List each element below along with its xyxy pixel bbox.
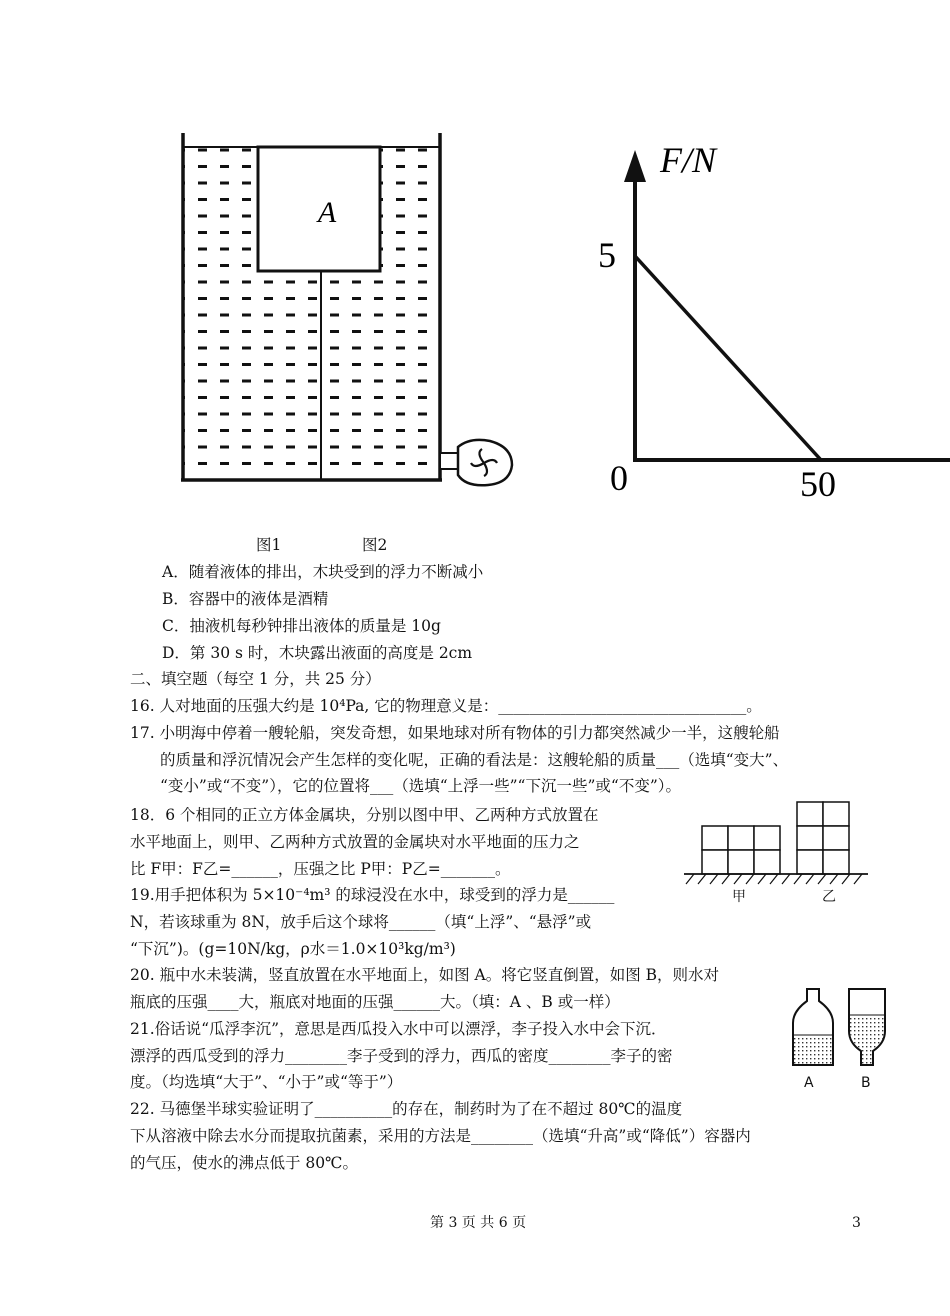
question-21-line-3: 度。（均选填“大于”、“小于”或“等于”） (130, 1073, 403, 1091)
option-b: B．容器中的液体是酒精 (162, 590, 329, 608)
question-18-line-3: 比 F甲：F乙=______，压强之比 P甲：P乙=_______。 (130, 860, 511, 878)
question-22-line-1: 22. 马德堡半球实验证明了__________的存在，制药时为了在不超过 80℃的温度 (130, 1100, 683, 1118)
question-17-line-2: 的质量和浮沉情况会产生怎样的变化呢，正确的看法是：这艘轮船的质量___（选填“变大”、 (160, 751, 789, 769)
question-18-line-2: 水平地面上，则甲、乙两种方式放置的金属块对水平地面的压力之 (130, 833, 580, 851)
figure-2-caption: 图2 (362, 536, 388, 554)
question-19-line-3: “下沉”)。(g=10N/kg，ρ水＝1.0×10³kg/m³) (130, 940, 456, 958)
question-20-line-2: 瓶底的压强____大，瓶底对地面的压强______大。（填：A 、B 或一样） (130, 993, 620, 1011)
y-axis-label: F/N (660, 140, 717, 180)
footer-page-info: 第 3 页 共 6 页 (430, 1215, 527, 1231)
question-20-line-1: 20. 瓶中水未装满，竖直放置在水平地面上，如图 A。将它竖直倒置，如图 B，则水对 (130, 966, 720, 984)
option-c: C．抽液机每秒钟排出液体的质量是 10g (162, 617, 441, 635)
question-19-line-2: N，若该球重为 8N，放手后这个球将______（填“上浮”、“悬浮”或 (130, 913, 592, 931)
section-title: 二、填空题（每空 1 分，共 25 分） (130, 670, 381, 688)
figure-20-bottles (785, 985, 890, 1070)
figure-1-caption: 图1 (256, 536, 282, 554)
figure-18-label-yi: 乙 (822, 889, 836, 905)
y-tick-label: 5 (598, 235, 616, 275)
question-22-line-2: 下从溶液中除去水分而提取抗菌素，采用的方法是________（选填“升高”或“降低”）容器内 (130, 1127, 751, 1145)
option-a: A．随着液体的排出，木块受到的浮力不断减小 (162, 563, 484, 581)
question-21-line-1: 21.俗话说“瓜浮李沉”，意思是西瓜投入水中可以漂浮，李子投入水中会下沉． (130, 1020, 667, 1038)
footer-page-number: 3 (852, 1215, 861, 1231)
question-18-line-1: 18．6 个相同的正立方体金属块，分别以图中甲、乙两种方式放置在 (130, 806, 599, 824)
option-d: D．第 30 s 时，木块露出液面的高度是 2cm (162, 644, 473, 662)
x-tick-label: 50 (800, 464, 836, 504)
figure-20-label-b: B (861, 1075, 871, 1091)
question-21-line-2: 漂浮的西瓜受到的浮力________李子受到的浮力，西瓜的密度________李子的密 (130, 1047, 673, 1065)
block-a-label: A (317, 196, 337, 229)
question-16: 16. 人对地面的压强大约是 10⁴Pa, 它的物理意义是：________________________________。 (130, 697, 762, 715)
question-22-line-3: 的气压，使水的沸点低于 80℃。 (130, 1154, 358, 1172)
question-17-line-1: 17. 小明海中停着一艘轮船，突发奇想，如果地球对所有物体的引力都突然减少一半，这艘轮船 (130, 724, 780, 742)
figure-2-graph (600, 140, 950, 510)
question-19-line-1: 19.用手把体积为 5×10⁻⁴m³ 的球浸没在水中，球受到的浮力是______ (130, 886, 615, 904)
figure-20-label-a: A (804, 1075, 814, 1091)
question-17-line-3: “变小”或“不变”），它的位置将___（选填“上浮一些”“下沉一些”或“不变”）。 (160, 777, 681, 795)
origin-label: 0 (610, 458, 628, 498)
figure-18-label-jia: 甲 (732, 889, 746, 905)
figure-18-cubes (680, 800, 870, 910)
figure-1-tank (170, 125, 525, 495)
